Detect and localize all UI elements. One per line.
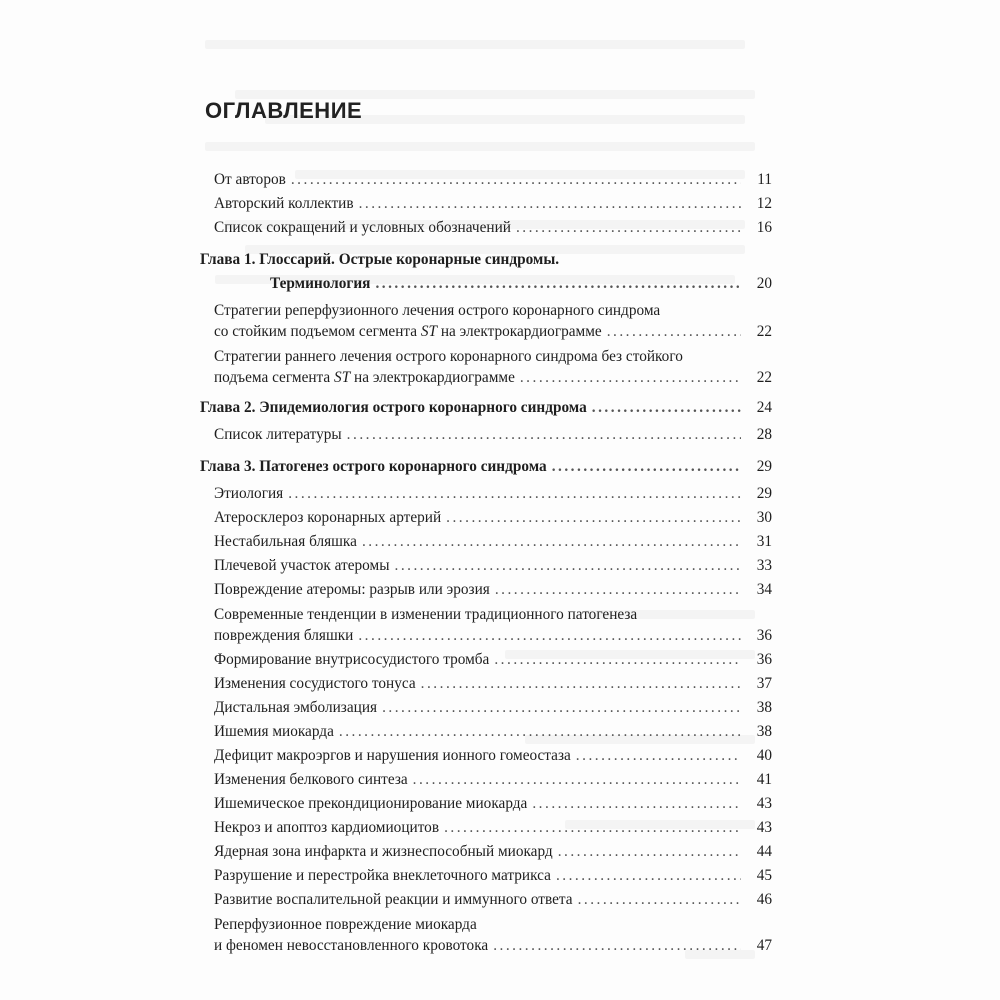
toc-entry[interactable] xyxy=(200,864,772,888)
toc-entry-title: Повреждение атеромы: разрыв или эрозия xyxy=(214,581,490,598)
toc-entry-page: 12 xyxy=(756,195,772,212)
toc-entry[interactable] xyxy=(200,696,772,720)
toc-entry-title: Нестабильная бляшка xyxy=(214,533,357,550)
leader-dots xyxy=(421,672,741,696)
toc-entry-page: 36 xyxy=(756,627,772,644)
toc-entry-page: 38 xyxy=(756,723,772,740)
toc-entry-title-cont: и феномен невосстановленного кровотока xyxy=(214,937,489,954)
toc-entry-page: 40 xyxy=(756,747,772,764)
toc-entry-title: Дистальная эмболизация xyxy=(214,699,378,716)
toc-entry-title-cont: подъема сегмента ST на электрокардиограмме xyxy=(214,369,515,386)
toc-entry[interactable] xyxy=(200,840,772,864)
toc-entry-page: 16 xyxy=(756,219,772,236)
toc-entry[interactable] xyxy=(200,530,772,554)
leader-dots xyxy=(444,816,741,840)
toc-entry-page: 45 xyxy=(756,867,772,884)
toc-entry-title: Плечевой участок атеромы xyxy=(214,557,390,574)
toc-entry-page: 31 xyxy=(756,533,772,550)
toc-entry[interactable] xyxy=(200,816,772,840)
toc-chapter[interactable] xyxy=(200,396,772,420)
toc-entry-page: 43 xyxy=(756,795,772,812)
toc-entry-page: 28 xyxy=(756,426,772,443)
toc-entry[interactable] xyxy=(200,482,772,506)
toc-entry[interactable] xyxy=(200,792,772,816)
toc-entry-page: 22 xyxy=(756,369,772,386)
toc-entry-page: 30 xyxy=(756,509,772,526)
leader-dots xyxy=(607,321,741,342)
leader-dots xyxy=(578,888,741,912)
toc-entry-title-cont: повреждения бляшки xyxy=(214,627,354,644)
toc-entry-title: Реперфузионное повреждение миокарда xyxy=(214,916,477,933)
toc-entry-page: 47 xyxy=(756,937,772,954)
toc-chapter[interactable] xyxy=(200,455,772,479)
toc-entry-title: Этиология xyxy=(214,485,284,502)
toc-entry-page: 34 xyxy=(756,581,772,598)
toc-entry-title: Список сокращений и условных обозначений xyxy=(214,219,511,236)
toc-entry-title: Разрушение и перестройка внеклеточного матрикса xyxy=(214,867,551,884)
toc-entry-page: 11 xyxy=(757,171,772,188)
toc-entry[interactable] xyxy=(200,744,772,768)
toc-entry[interactable] xyxy=(200,554,772,578)
leader-dots xyxy=(576,744,741,768)
toc-entry-title-cont: со стойким подъемом сегмента ST на электрокардиограмме xyxy=(214,323,602,340)
leader-dots xyxy=(494,648,741,672)
toc-entry-page: 41 xyxy=(756,771,772,788)
leader-dots xyxy=(516,216,741,240)
leader-dots xyxy=(288,482,741,506)
toc-chapter[interactable] xyxy=(200,248,772,296)
toc-entry[interactable] xyxy=(200,168,772,192)
leader-dots xyxy=(339,720,741,744)
toc-entry-page: 33 xyxy=(756,557,772,574)
toc-chapter-page: 24 xyxy=(756,399,772,416)
toc-entry[interactable] xyxy=(200,506,772,530)
toc-entry[interactable] xyxy=(200,423,772,447)
leader-dots xyxy=(493,935,741,956)
toc-entry-title: Стратегии раннего лечения острого коронарного синдрома без стойкого xyxy=(214,348,683,365)
leader-dots xyxy=(556,864,741,888)
toc-entry-title: Ядерная зона инфаркта и жизнеспособный миокард xyxy=(214,843,553,860)
page-title: ОГЛАВЛЕНИЕ xyxy=(205,98,363,123)
leader-dots xyxy=(395,554,742,578)
toc-chapter-title-cont: Терминология xyxy=(270,275,371,292)
toc-entry-page: 43 xyxy=(756,819,772,836)
toc-entry[interactable] xyxy=(200,672,772,696)
leader-dots xyxy=(495,578,741,602)
toc-chapter-page: 20 xyxy=(756,275,772,292)
toc-entry-title: Стратегии реперфузионного лечения острого коронарного синдрома xyxy=(214,302,661,319)
toc-entry[interactable] xyxy=(200,192,772,216)
leader-dots xyxy=(532,792,741,816)
toc-entry-title: Изменения сосудистого тонуса xyxy=(214,675,416,692)
leader-dots xyxy=(382,696,741,720)
toc-entry-title: Формирование внутрисосудистого тромба xyxy=(214,651,490,668)
toc-entry-title: Список литературы xyxy=(214,426,342,443)
leader-dots xyxy=(520,367,741,388)
toc-entry-title: Авторский коллектив xyxy=(214,195,354,212)
toc-entry-title: Развитие воспалительной реакции и иммунного ответа xyxy=(214,891,573,908)
toc-entry-title: Изменения белкового синтеза xyxy=(214,771,408,788)
leader-dots xyxy=(375,272,741,296)
leader-dots xyxy=(413,768,741,792)
toc-entry-title: От авторов xyxy=(214,171,286,188)
toc-entry-page: 22 xyxy=(756,323,772,340)
leader-dots xyxy=(291,168,741,192)
toc-entry-title: Современные тенденции в изменении традиционного патогенеза xyxy=(214,606,638,623)
toc-entry[interactable] xyxy=(200,300,772,342)
toc-entry[interactable] xyxy=(200,216,772,240)
table-of-contents xyxy=(200,168,772,956)
toc-entry-title: Ишемия миокарда xyxy=(214,723,334,740)
toc-entry-page: 29 xyxy=(756,485,772,502)
toc-entry[interactable] xyxy=(200,768,772,792)
toc-entry-page: 44 xyxy=(756,843,772,860)
toc-entry[interactable] xyxy=(200,346,772,388)
leader-dots xyxy=(359,192,741,216)
leader-dots xyxy=(558,840,741,864)
toc-entry[interactable] xyxy=(200,914,772,956)
toc-entry[interactable] xyxy=(200,648,772,672)
toc-entry-page: 38 xyxy=(756,699,772,716)
toc-entry[interactable] xyxy=(200,604,772,646)
toc-entry-page: 37 xyxy=(756,675,772,692)
toc-chapter-page: 29 xyxy=(756,458,772,475)
toc-entry[interactable] xyxy=(200,578,772,602)
toc-entry-title: Ишемическое прекондиционирование миокарда xyxy=(214,795,528,812)
toc-entry-page: 36 xyxy=(756,651,772,668)
leader-dots xyxy=(552,455,741,479)
toc-entry-title: Атеросклероз коронарных артерий xyxy=(214,509,442,526)
toc-entry-page: 46 xyxy=(756,891,772,908)
toc-chapter-title: Глава 1. Глоссарий. Острые коронарные синдромы. xyxy=(200,251,560,268)
leader-dots xyxy=(362,530,741,554)
toc-entry[interactable] xyxy=(200,720,772,744)
toc-chapter-title: Глава 3. Патогенез острого коронарного синдрома xyxy=(200,458,547,475)
toc-entry-title: Дефицит макроэргов и нарушения ионного гомеостаза xyxy=(214,747,571,764)
leader-dots xyxy=(358,625,741,646)
leader-dots xyxy=(592,396,741,420)
toc-entry-title: Некроз и апоптоз кардиомиоцитов xyxy=(214,819,440,836)
toc-chapter-title: Глава 2. Эпидемиология острого коронарного синдрома xyxy=(200,399,587,416)
leader-dots xyxy=(347,423,741,447)
leader-dots xyxy=(446,506,741,530)
toc-entry[interactable] xyxy=(200,888,772,912)
